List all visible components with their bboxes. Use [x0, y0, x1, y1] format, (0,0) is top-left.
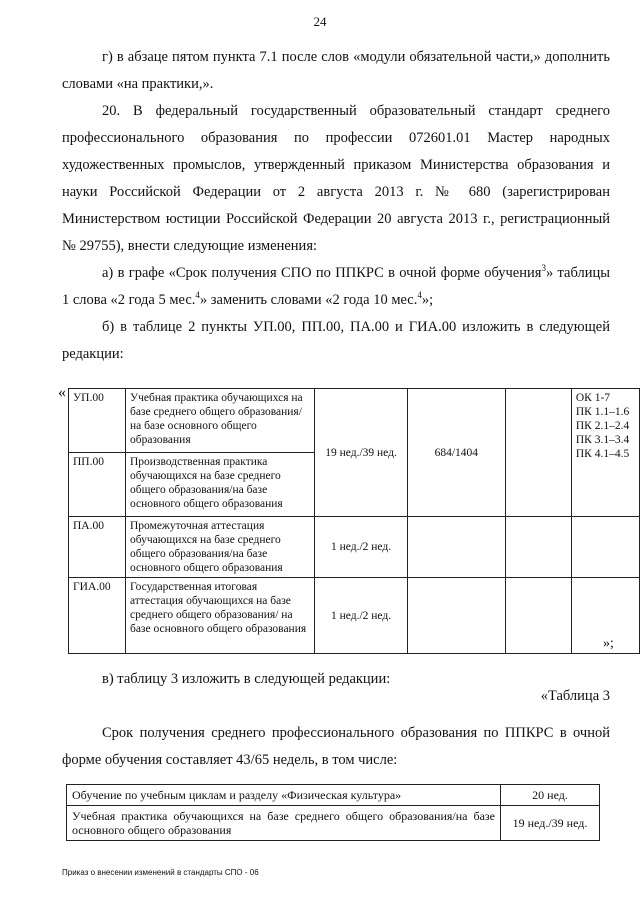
table-3	[66, 784, 600, 841]
paragraph-20-text: 20. В федеральный государственный образовательный стандарт среднего профессионального образования по профессии 072601.01 Мастер народных художественных промыслов, утвержденный приказом Министерства образования и науки Российской Федерации от 2 августа 2013 г. № 680 (зарегистрирован Министерством юстиции Российской Федерации 20 августа 2013 г., регистрационный № 29755), внести следующие изменения:	[62, 103, 610, 254]
table-row	[67, 806, 600, 841]
row-text: Учебная практика обучающихся на базе среднего общего образования/на базе основного общего образования	[67, 806, 501, 841]
paragraph-20	[62, 98, 610, 260]
empty-cell	[505, 389, 571, 517]
paragraph-v-text: в) таблицу 3 изложить в следующей редакции:	[102, 671, 391, 687]
paragraph-term	[62, 720, 610, 774]
table-row	[69, 578, 640, 654]
table-row	[67, 785, 600, 806]
row-code: ГИА.00	[69, 578, 126, 654]
page-number: 24	[313, 14, 327, 29]
row-duration: 1 нед./2 нед.	[315, 578, 408, 654]
paragraph-g	[62, 44, 610, 98]
paragraph-g-text: г) в абзаце пятом пункта 7.1 после слов «модули обязательной части,» дополнить словами «на практики,».	[62, 49, 610, 92]
row-code: ПА.00	[69, 517, 126, 578]
paragraph-v	[62, 671, 610, 688]
footer: Приказ о внесении изменений в стандарты СПО - 06	[62, 868, 259, 877]
empty-cell	[505, 517, 571, 578]
paragraph-a	[62, 260, 610, 314]
row-duration: 20 нед.	[501, 785, 600, 806]
merged-hours: 684/1404	[408, 389, 506, 517]
table-3-label: «Таблица 3	[540, 688, 610, 704]
row-code: ПП.00	[69, 453, 126, 517]
empty-cell	[571, 517, 639, 578]
competencies-cell	[571, 389, 639, 517]
paragraph-a-part4: »;	[421, 292, 434, 308]
empty-cell	[408, 578, 506, 654]
row-code: УП.00	[69, 389, 126, 453]
paragraph-a-part3: » заменить словами «2 года 10 мес.	[199, 292, 418, 308]
empty-cell	[408, 517, 506, 578]
empty-cell	[505, 578, 571, 654]
competency: ПК 1.1–1.6	[575, 406, 630, 418]
paragraph-b-text: б) в таблице 2 пункты УП.00, ПП.00, ПА.00 и ГИА.00 изложить в следующей редакции:	[62, 319, 610, 362]
paragraph-a-part1: а) в графе «Срок получения СПО по ППКРС в очной форме обучения	[102, 265, 542, 281]
competency: ПК 4.1–4.5	[575, 448, 630, 460]
footnote-ref: 4	[417, 290, 422, 301]
row-name: Учебная практика обучающихся на базе среднего общего образования/на базе основного общего образования	[125, 389, 314, 453]
row-name: Государственная итоговая аттестация обучающихся на базе среднего общего образования/ на базе основного общего образования	[125, 578, 314, 654]
paragraph-term-text: Срок получения среднего профессионального образования по ППКРС в очной форме обучения составляет 43/65 недель, в том числе:	[62, 725, 610, 768]
merged-duration: 19 нед./39 нед.	[315, 389, 408, 517]
table-row	[69, 389, 640, 453]
row-duration: 1 нед./2 нед.	[315, 517, 408, 578]
quote-open: «	[58, 384, 66, 401]
footnote-ref: 3	[541, 263, 546, 274]
competency: ОК 1-7	[575, 392, 611, 404]
row-name: Промежуточная аттестация обучающихся на базе среднего общего образования/на базе основного общего образования	[125, 517, 314, 578]
footnote-ref: 4	[195, 290, 200, 301]
row-text: Обучение по учебным циклам и разделу «Физическая культура»	[67, 785, 501, 806]
table-row	[69, 517, 640, 578]
row-name: Производственная практика обучающихся на базе среднего общего образования/на базе основного общего образования	[125, 453, 314, 517]
paragraph-b	[62, 314, 610, 368]
quote-close: »;	[603, 636, 614, 651]
competency: ПК 2.1–2.4	[575, 420, 630, 432]
competency: ПК 3.1–3.4	[575, 434, 630, 446]
row-duration: 19 нед./39 нед.	[501, 806, 600, 841]
paragraph-a-part2: » таблицы 1 слова «2 года 5 мес.	[62, 265, 610, 308]
table-2	[68, 388, 640, 654]
